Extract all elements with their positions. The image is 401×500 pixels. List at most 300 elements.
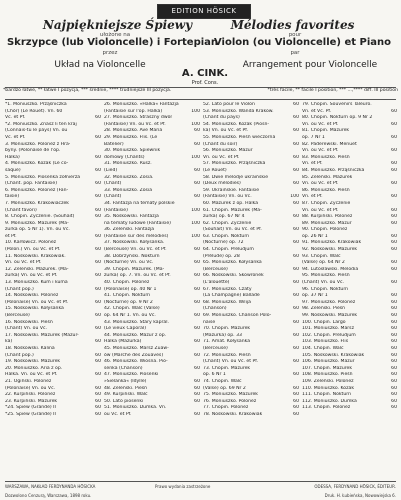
for-french: pour: [288, 32, 302, 38]
catalog-entry: [302, 240, 397, 247]
entry-price: 60: [95, 398, 101, 404]
entry-price: 60: [391, 299, 397, 305]
entry-title: (Chant. pop. Fantaisie): [5, 181, 58, 187]
catalog-entry: [104, 234, 200, 241]
entry-price: 60: [391, 378, 397, 384]
catalog-entry: [302, 287, 397, 294]
entry-title: zurka op. 5 Nr 1). Vn. ou Vc.: [5, 227, 70, 233]
catalog-entry: [104, 122, 200, 129]
entry-title: 15. Noskowski. Kołysanka: [5, 306, 64, 312]
entry-price: [99, 109, 101, 116]
catalog-entry: [5, 287, 101, 294]
entry-title: (Fantaisie) Vn. ou Vc. et Pf.: [104, 121, 166, 127]
entry-title: 108. Moniuszko. Pieśń: [302, 372, 353, 378]
entry-title: 52. Lato pour le Violon: [203, 102, 255, 107]
entry-price: 60: [391, 365, 397, 371]
entry-title: ka): [5, 339, 13, 345]
entry-price: 60: [391, 345, 397, 351]
entry-price: 60: [95, 392, 101, 398]
header-rule-2: [5, 99, 396, 100]
catalog-entry: [5, 234, 101, 241]
entry-title: Vn. et Pf.: [302, 161, 323, 167]
entry-title: (L'alouette): [203, 280, 230, 286]
entry-price: [297, 208, 299, 215]
entry-title: (La Champagne) Ballade: [203, 293, 260, 299]
entry-price: [297, 379, 299, 386]
entry-price: 60: [95, 194, 101, 200]
entry-title: Vn. ou Vc. et Pf.: [302, 181, 339, 187]
catalog-entry: [203, 260, 299, 267]
entry-title: 85. Żeleński. Mazurek: [302, 174, 353, 180]
entry-price: [99, 240, 101, 247]
entry-title: 9. Moniuszko. Mazurek (Ma-: [5, 220, 69, 226]
entry-title: 63. Chopin. Nokturn: [203, 233, 250, 239]
catalog-entry: [203, 300, 299, 307]
entry-price: 60: [194, 313, 200, 318]
entry-title: (Berceuse): [5, 313, 30, 318]
entry-price: [198, 201, 200, 208]
entry-price: 60: [391, 293, 397, 299]
entry-title: 61. Chopin. Mazurek (Ma-: [203, 207, 262, 213]
entry-title: 70. Chopin. Mazurek: [203, 326, 251, 332]
catalog-entry: [302, 188, 397, 195]
entry-title: (Chant) Vn. ou Vc.: [302, 280, 344, 286]
catalog-entry: [5, 326, 101, 333]
catalog-entry: [104, 109, 200, 116]
entry-title: (Chant du pays): [203, 115, 240, 121]
entry-price: 60: [95, 411, 101, 417]
catalog-entry: [104, 260, 200, 267]
catalog-entry: [302, 300, 397, 307]
entry-price: 60: [391, 233, 397, 239]
entry-price: [99, 148, 101, 155]
entry-title: 37. Noskowski. Kołysanka.: [104, 240, 165, 246]
catalog-entry: [302, 247, 397, 254]
entry-price: [198, 148, 200, 155]
entry-title: 6. Moniuszko. Polonez (Fan-: [5, 187, 69, 193]
catalog-entry: [104, 280, 200, 287]
entry-title: 96. Chopin. Nokturn: [302, 286, 349, 292]
entry-title: 112. Moniuszko. Dumka: [302, 398, 357, 404]
entry-title: 39. Chopin. Mazurek. (Ma-: [104, 266, 165, 272]
entry-title: 65. Moniuszko. Kołysanka: [203, 260, 262, 266]
entry-title: ów (Marche des Zouaves): [104, 352, 164, 358]
entry-title: 80. Chopin. Nokturn op. 9 Nr 2: [302, 115, 373, 121]
entry-price: [198, 254, 200, 261]
entry-price: [297, 326, 299, 333]
entry-title: domowy (Chants): [104, 154, 145, 160]
entry-price: 60: [194, 352, 200, 358]
entry-title: 67. Moniuszko. Czaty: [203, 286, 252, 292]
entry-title: 105. Noskowski. Krakowiak: [302, 352, 365, 358]
entry-title: 8. Chopin. Życzenie. (Souhait): [5, 214, 75, 220]
entry-title: 98. Żeleński. Pieśń: [302, 306, 346, 312]
entry-price: [99, 227, 101, 234]
catalog-entry: [5, 346, 101, 353]
entry-price: 60: [293, 405, 299, 411]
catalog-entry: [302, 399, 397, 406]
catalog-entry: [104, 175, 200, 182]
author-name: A. CINK.: [181, 68, 229, 79]
entry-price: 60: [391, 405, 397, 411]
entry-price: 60: [391, 134, 397, 140]
catalog-entry: [104, 161, 200, 168]
entry-price: 60: [194, 181, 200, 187]
entry-price: 100: [191, 154, 200, 160]
entry-title: 91. Moniuszko. Krakowiak: [302, 240, 362, 246]
catalog-entry: [5, 254, 101, 261]
entry-price: [395, 115, 397, 122]
entry-title: (Chór) (Le Rouet). Vn. 60: [5, 108, 63, 114]
catalog-entry: [104, 181, 200, 188]
entry-title: 93. Chopin. Walc: [302, 253, 341, 259]
catalog-entry: [203, 128, 299, 135]
entry-title: Vn. ou Vc. et Pf.: [302, 148, 339, 154]
entry-price: 60: [95, 326, 101, 332]
entry-price: [297, 109, 299, 116]
entry-price: 60: [391, 148, 397, 154]
catalog-entry: [203, 109, 299, 116]
entry-title: (Polon.) Vn. ou Vc. et Pf.: [5, 247, 61, 253]
entry-title: 54. Moniuszko. Kozak (Piosn-: [203, 121, 270, 127]
footer-publisher-right: ODESSA, FERDYNAND HÖSICK, ÉDITEUR.: [314, 484, 396, 489]
entry-title: 97. Moniuszko. Polonez: [302, 299, 356, 305]
entry-title: (Mazurka) op. 33: [203, 332, 242, 338]
entry-price: 60: [95, 405, 101, 411]
entry-title: 21. Ogiński. Polonez: [5, 378, 52, 384]
entry-title: (Valse) op. 69 Nr 2: [203, 385, 246, 391]
entry-title: 33. Moniuszko. Zosia: [104, 187, 153, 193]
entry-price: [99, 379, 101, 386]
entry-price: 60: [293, 154, 299, 160]
entry-title: 50. Lato piosenki: [104, 398, 144, 404]
entry-price: [395, 175, 397, 182]
entry-price: 60: [95, 167, 101, 173]
entry-price: [395, 142, 397, 149]
entry-title: »Sielanka« (Idylle): [104, 378, 147, 384]
entry-price: [198, 333, 200, 340]
catalog-entry: [5, 122, 101, 129]
entry-price: [99, 320, 101, 327]
entry-title: 75. Moniuszko. Mazurek: [203, 392, 258, 398]
entry-title: (Souhait) Vn. ou Vc. et Pf.: [203, 227, 262, 233]
footer-censorship: Dozwolono Cenzurą, Warszawa, 1898 roku.: [5, 493, 92, 498]
catalog-entry: [203, 148, 299, 155]
catalog-entry: [104, 247, 200, 254]
entry-price: 60: [391, 194, 397, 200]
entry-price: [99, 188, 101, 195]
entry-title: (Fantaisie sur des mélodies): [104, 233, 169, 239]
catalog-entry: [104, 359, 200, 366]
entry-price: 60: [95, 352, 101, 358]
catalog-column-3: [203, 102, 299, 419]
catalog-entry: [203, 346, 299, 353]
catalog-entry: [302, 366, 397, 373]
catalog-entry: [104, 372, 200, 379]
entry-title: (Berceuse): [203, 266, 228, 272]
entry-title: 28. Moniuszko. Ave Maria: [104, 128, 163, 134]
entry-price: [297, 234, 299, 241]
entry-title: 23. Kurpiński. Mazurek: [5, 398, 58, 404]
entry-price: [99, 333, 101, 340]
catalog-entry: [302, 326, 397, 333]
catalog-entry: [302, 346, 397, 353]
entry-price: 60: [194, 273, 200, 279]
catalog-entry: [203, 273, 299, 280]
entry-price: 60: [293, 167, 299, 173]
entry-title: 31. Moniuszko. Rusz.: [104, 161, 152, 167]
catalog-entry: [104, 135, 200, 142]
entry-price: [297, 313, 299, 320]
entry-price: [395, 102, 397, 109]
catalog-entry: [302, 161, 397, 168]
catalog-entry: [302, 372, 397, 379]
catalog-entry: [302, 333, 397, 340]
catalog-entry: [104, 168, 200, 175]
entry-title: Vn. ou Vc. et Pf.: [302, 207, 339, 213]
entry-price: [198, 280, 200, 287]
entry-price: 60: [391, 385, 397, 391]
catalog-entry: [203, 161, 299, 168]
catalog-entry: [302, 122, 397, 129]
catalog-entry: [302, 260, 397, 267]
entry-title: 109. Żeleński. Polonez: [302, 378, 354, 384]
entry-title: 95. Moniuszko. Pieśń: [302, 273, 350, 279]
catalog-entry: [104, 221, 200, 228]
catalog-entry: [104, 287, 200, 294]
entry-price: 60: [194, 141, 200, 147]
catalog-entry: [5, 128, 101, 135]
entry-price: [395, 287, 397, 294]
catalog-entry: [203, 333, 299, 340]
entry-title: na tematy ludowe (Fantaisie): [104, 220, 171, 226]
catalog-entry: [302, 234, 397, 241]
catalog-entry: [302, 221, 397, 228]
entry-title: 87. Chopin. Życzenie: [302, 200, 351, 206]
entry-price: [198, 346, 200, 353]
catalog-entry: [104, 366, 200, 373]
catalog-entry: [302, 214, 397, 221]
entry-title: 69. Moniuszko. Chanson Polo-: [203, 313, 272, 318]
entry-title: zurka) Vn. ou Vc. et Pf.: [5, 273, 58, 279]
catalog-entry: [302, 109, 397, 116]
entry-price: 60: [194, 365, 200, 371]
entry-price: [297, 188, 299, 195]
entry-price: 60: [293, 392, 299, 398]
entry-price: 60: [95, 260, 101, 266]
entry-title: 111. Chopin. Nokturn: [302, 392, 351, 398]
entry-title: (Le vieux Caporal): [104, 326, 146, 332]
entry-title: 20. Moniuszko. Aria z op.: [5, 365, 63, 371]
entry-price: [395, 201, 397, 208]
entry-price: [198, 306, 200, 313]
catalog-entry: [203, 353, 299, 360]
catalog-entry: [104, 227, 200, 234]
entry-title: *2. Moniuszko. Znasz li ten kraj: [5, 121, 77, 127]
entry-title: (Chant du soir): [203, 141, 238, 147]
catalog-entry: [5, 280, 101, 287]
catalog-entry: [104, 386, 200, 393]
catalog-entry: [203, 306, 299, 313]
entry-price: [297, 135, 299, 142]
catalog-entry: [302, 208, 397, 215]
subtitle-polish: Skrzypce (lub Violoncelle) i Fortepian: [6, 37, 219, 48]
catalog-entry: [302, 313, 397, 320]
entry-price: 60: [194, 299, 200, 305]
catalog-entry: [5, 175, 101, 182]
entry-title: (Lied): [104, 167, 118, 173]
catalog-entry: [302, 293, 397, 300]
catalog-entry: [203, 247, 299, 254]
by-polish: przez: [102, 50, 118, 56]
catalog-entry: [104, 194, 200, 201]
entry-title: 113. Chopin. Polonez: [302, 405, 351, 411]
entry-title: (Nocturne) Vn. ou Vc.: [104, 260, 154, 266]
catalog-entry: [5, 313, 101, 320]
entry-price: [297, 273, 299, 280]
entry-price: 60: [391, 161, 397, 167]
entry-price: [395, 128, 397, 135]
entry-title: 18. Noskowski. Kalina: [5, 345, 55, 351]
catalog-entry: [203, 181, 299, 188]
entry-price: 60: [293, 319, 299, 325]
catalog-entry: [104, 128, 200, 135]
entry-price: 60: [391, 398, 397, 404]
catalog-entry: [203, 267, 299, 274]
entry-price: [198, 115, 200, 122]
entry-title: (Le Rouet): [203, 167, 227, 173]
entry-title: 62. Chopin. Życzenie: [203, 220, 252, 226]
catalog-entry: [5, 260, 101, 267]
catalog-entry: [5, 320, 101, 327]
entry-price: [198, 227, 200, 234]
entry-title: (Chant): [104, 194, 122, 200]
entry-title: 4. Moniuszko. Kozak (Le co-: [5, 161, 69, 167]
entry-price: 60: [293, 253, 299, 259]
entry-price: 60: [391, 306, 397, 312]
entry-price: 100: [191, 220, 200, 226]
catalog-entry: [302, 267, 397, 274]
by-french: par: [290, 50, 300, 56]
catalog-entry: [5, 405, 101, 412]
entry-price: [99, 142, 101, 149]
entry-price: 100: [191, 207, 200, 213]
entry-title: 83. Moniuszko. Pieśń: [302, 154, 350, 160]
entry-title: 102. Chopin. Preludjum: [302, 332, 356, 338]
entry-title: (Polonaise) op. 40 Nr 1: [104, 286, 157, 292]
entry-title: (Chant favori): [5, 207, 37, 213]
entry-title: Halka): [5, 154, 20, 160]
entry-price: [297, 148, 299, 155]
catalog-entry: [5, 109, 101, 116]
entry-title: *25. Śpiew (Grande) II: [5, 411, 56, 417]
catalog-entry: [104, 300, 200, 307]
entry-title: 66. Noskowski. Skowronek: [203, 273, 264, 279]
entry-title: 55. Moniuszko. Pieśń wieczorna: [203, 134, 276, 140]
entry-title: 106. Moniuszko. Mazur: [302, 359, 355, 365]
entry-price: 60: [194, 286, 200, 292]
catalog-entry: [104, 306, 200, 313]
entry-price: 60: [293, 128, 299, 134]
catalog-entry: [302, 392, 397, 399]
entry-price: 60: [194, 378, 200, 384]
catalog-entry: [203, 227, 299, 234]
difficulty-legend: [3, 88, 398, 94]
catalog-entry: [203, 155, 299, 162]
entry-title: (Polonaise) Vn. ou Vc. et Pf.: [5, 299, 69, 305]
entry-title: 71. Amat. Kołysanka: [203, 339, 251, 345]
catalog-entry: [5, 181, 101, 188]
catalog-entry: [302, 280, 397, 287]
entry-title: ka) Vn. ou Vc. et Pf.: [203, 128, 248, 134]
entry-title: 79. Chopin. Souvenirs Taleuro.: [302, 102, 372, 107]
entry-price: [99, 293, 101, 300]
entry-price: [99, 267, 101, 274]
entry-title: 72. Moniuszko. Pieśń: [203, 352, 251, 358]
for-polish: ułożone na: [99, 32, 131, 38]
entry-price: 60: [194, 194, 200, 200]
entry-title: 101. Moniuszko. Marsz: [302, 326, 354, 332]
entry-title: 46. Moniuszko. Wiosna. Pio-: [104, 359, 168, 365]
entry-price: [395, 188, 397, 195]
catalog-entry: [5, 247, 101, 254]
catalog-entry: [203, 214, 299, 221]
catalog-entry: [203, 280, 299, 287]
catalog-entry: [5, 148, 101, 155]
entry-title: Vn. et Pf.: [302, 194, 323, 200]
entry-price: 60: [391, 280, 397, 286]
title-french: Mélodies favorites: [230, 18, 355, 32]
entry-title: Halka. Vn. ou Vc. et Pf.: [5, 372, 58, 378]
entry-title: (Chant pop.): [5, 352, 34, 358]
catalog-entry: [203, 313, 299, 320]
catalog-entry: [104, 313, 200, 320]
catalog-entry: [203, 142, 299, 149]
catalog-entry: [203, 135, 299, 142]
entry-price: 60: [194, 167, 200, 173]
entry-title: 36. Żeleński. Fantazja: [104, 227, 155, 233]
catalog-entry: [104, 188, 200, 195]
catalog-entry: [203, 234, 299, 241]
entry-price: 60: [293, 372, 299, 378]
catalog-entry: [104, 399, 200, 406]
catalog-entry: [5, 161, 101, 168]
entry-title: 73. Chopin. Mazurek: [203, 365, 251, 371]
entry-title: 107. Chopin. Mazurek: [302, 365, 353, 371]
footer-printer: Druk. H. Łubieńska, Nowowiejska 6.: [324, 493, 396, 498]
entry-title: et Pf.: [5, 233, 17, 239]
catalog-entry: [5, 300, 101, 307]
entry-price: [198, 175, 200, 182]
catalog-entry: [5, 135, 101, 142]
entry-price: 60: [95, 214, 101, 220]
catalog-entry: [5, 155, 101, 162]
entry-title: (Nocturne) op. 72: [203, 240, 244, 246]
entry-title: 77. Chopin. Polonez: [203, 405, 249, 411]
catalog-entry: [5, 227, 101, 234]
entry-price: [297, 339, 299, 346]
entry-title: 11. Noskowski. Krakowiak.: [5, 253, 66, 259]
entry-price: 60: [391, 392, 397, 398]
entry-title: 110. Moniuszko. Kozak: [302, 385, 354, 391]
subtitle-french: Violon (ou Violoncelle) et Piano: [213, 37, 392, 48]
entry-price: 60: [293, 200, 299, 206]
entry-title: 29. Moniuszko. Flis. (Le: [104, 134, 158, 140]
entry-title: 26. Moniuszko. »Halka« Fantazja: [104, 102, 179, 107]
entry-price: [198, 405, 200, 412]
catalog-entry: [203, 102, 299, 109]
catalog-entry: [104, 201, 200, 208]
